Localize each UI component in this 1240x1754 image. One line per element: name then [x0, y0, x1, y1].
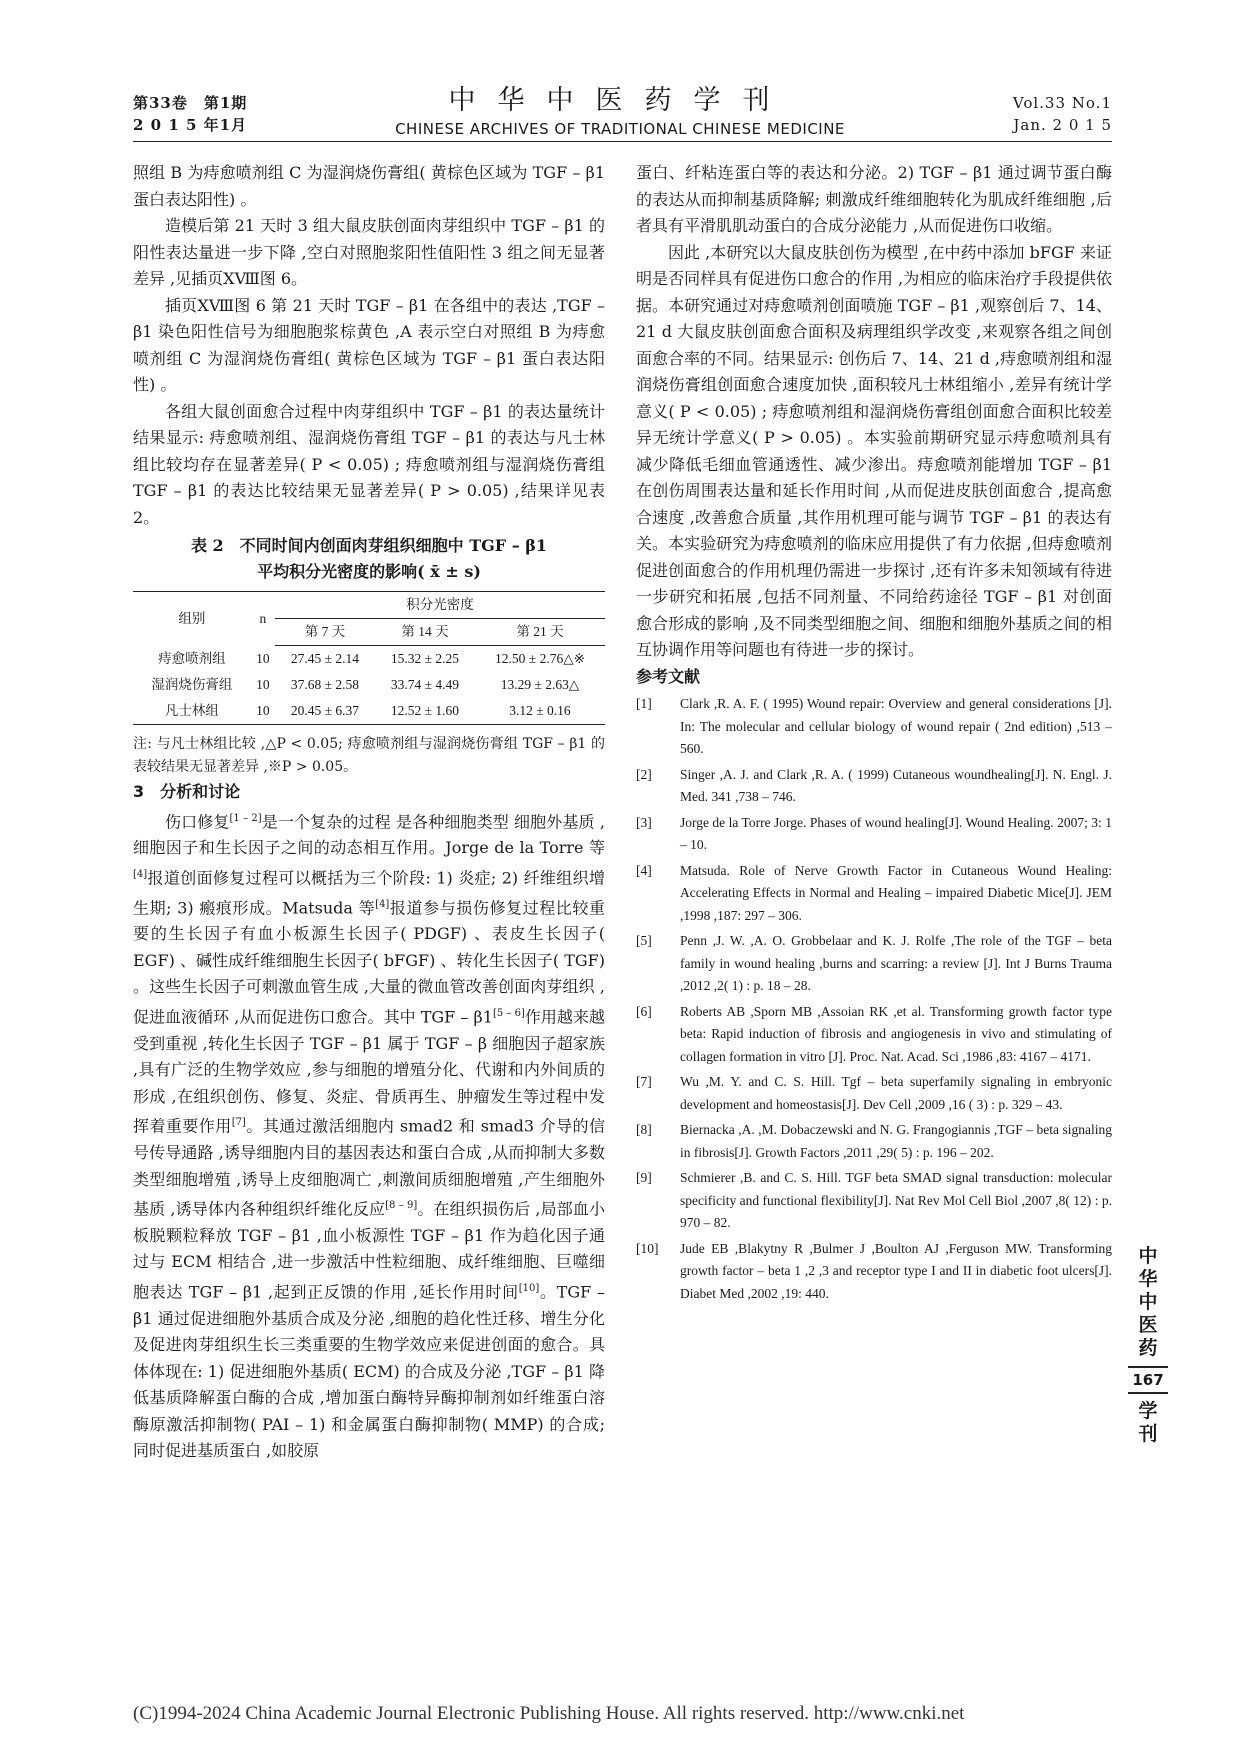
citation: [5 – 6] — [492, 1007, 525, 1019]
reference-item: [1] Clark ,R. A. F. ( 1995) Wound repair: Overview and general considerations [J]. In: The molecular and cellular biology of wound repair ( 2nd edition) ,513 – 560. — [636, 696, 1112, 756]
table-cell: 12.50 ± 2.76△※ — [495, 651, 585, 666]
paragraph: 各组大鼠创面愈合过程中肉芽组织中 TGF – β1 的表达量统计结果显示: 痔愈喷剂组、湿润烧伤膏组 TGF – β1 的表达与凡士林组比较均存在显著差异( P < 0.05) ; 痔愈喷剂组与湿润烧伤膏组 TGF – β1 的表达比较结果无显著差异( P > 0.05) ,结果详见表2。 — [133, 401, 605, 527]
table-cell: 凡士林组 — [133, 698, 251, 725]
reference-item: [5] Penn ,J. W. ,A. O. Grobbelaar and K. J. Rolfe ,The role of the TGF – beta family in wound healing ,burns and scarring: a review [J]. Int J Burns Trauma ,2012 ,2( 1) : p. 18 – 28. — [636, 933, 1112, 993]
paragraph: 蛋白、纤粘连蛋白等的表达和分泌。2) TGF – β1 通过调节蛋白酶的表达从而抑制基质降解; 刺激成纤维细胞转化为肌成纤维细胞 ,后者具有平滑肌肌动蛋白的合成分泌能力 ,从而促进伤口收缩。 — [636, 163, 1112, 235]
table-caption-line1: 表 2 不同时间内创面肉芽组织细胞中 TGF – β1 — [190, 536, 548, 555]
paragraph: 造模后第 21 天时 3 组大鼠皮肤创面肉芽组织中 TGF – β1 的阳性表达量进一步下降 ,空白对照胞浆阳性值阳性 3 组之间无显著差异 ,见插页XⅧ图 6。 — [133, 216, 605, 288]
header-volume-cn: 第33卷 第1期 — [133, 94, 248, 112]
side-tab-char: 学 — [1138, 1400, 1158, 1422]
header-volume-block — [133, 92, 247, 136]
header-date-cn: 2 0 1 5 年1月 — [133, 116, 248, 134]
table-cell: 27.45 ± 2.14 — [290, 651, 360, 666]
paragraph: 因此 ,本研究以大鼠皮肤创伤为模型 ,在中药中添加 bFGF 来证明是否同样具有促进伤口愈合的作用 ,为相应的临床治疗手段提供依据。本研究通过对痔愈喷剂创面喷施 TGF – β1 ,观察创后 7、14、21 d 大鼠皮肤创面愈合面积及病理组织学改变 ,来观察各组之间创面愈合率的不同。结果显示: 创伤后 7、14、21 d ,痔愈喷剂组和湿润烧伤膏组创面愈合速度加快 ,面积较凡士林组缩小 ,差异有统计学意义( P < 0.05) ; 痔愈喷剂组和湿润烧伤膏组创面愈合面积比较差异无统计学意义( P > 0.05) 。本实验前期研究显示痔愈喷剂具有减少降低毛细血管通透性、减少渗出。痔愈喷剂能增加 TGF – β1 在创伤周围表达量和延长作用时间 ,从而促进皮肤创面愈合 ,提高愈合速度 ,改善愈合质量 ,其作用机理可能与调节 TGF – β1 的表达有关。本实验研究为痔愈喷剂的临床应用提供了有力依据 ,但痔愈喷剂促进创面愈合的作用机理仍需进一步探讨 ,还有许多未知领域有待进一步研究和拓展 ,包括不同剂量、不同给药途径 TGF – β1 对创面愈合形成的影响 ,及不同类型细胞之间、细胞和细胞外基质之间的相互协调作用等问题也有待进一步的探讨。 — [636, 242, 1112, 659]
citation: [7] — [231, 1117, 246, 1129]
data-table — [133, 591, 605, 725]
citation: [4] — [375, 898, 390, 910]
table-row — [133, 646, 605, 673]
journal-title-block — [300, 84, 940, 140]
reference-item: [7] Wu ,M. Y. and C. S. Hill. Tgf – beta superfamily signaling in embryonic development and homeostasis[J]. Dev Cell ,2009 ,16 ( 3) : p. 329 – 43. — [636, 1074, 1112, 1112]
header-date-en: Jan. 2 0 1 5 — [1013, 116, 1112, 134]
table-cell: 10 — [256, 677, 270, 692]
paragraph-discussion: 伤口修复[1 – 2]是一个复杂的过程 是各种细胞类型 细胞外基质 ,细胞因子和生长因子之间的动态相互作用。Jorge de la Torre 等[4]报道创面修复过程可以概括为三个阶段: 1) 炎症; 2) 纤维组织增生期; 3) 瘢痕形成。Matsuda 等[4]报道参与损伤修复过程比较重要的生长因子有血小板源生长因子( PDGF) 、表皮生长因子( EGF) 、碱性成纤维细胞生长因子( bFGF) 、转化生长因子( TGF) 。这些生长因子可刺激血管生成 ,大量的微血管改善创面肉芽组织 ,促进血液循环 ,从而促进伤口愈合。其中 TGF – β1[5 – 6]作用越来越受到重视 ,转化生长因子 TGF – β1 属于 TGF – β 细胞因子超家族 ,具有广泛的生物学效应 ,参与细胞的增殖分化、代谢和内外间质的形成 ,在组织创伤、修复、炎症、骨质再生、肿瘤发生等过程中发挥着重要作用[7]。其通过激活细胞内 smad2 和 smad3 介导的信号传导通路 ,诱导细胞内目的基因表达和蛋白合成 ,从而抑制大多数类型细胞增殖 ,诱导上皮细胞凋亡 ,刺激间质细胞增殖 ,产生细胞外基质 ,诱导体内各种组织纤维化反应[8 – 9]。在组织损伤后 ,局部血小板脱颗粒释放 TGF – β1 ,血小板源性 TGF – β1 作为趋化因子通过与 ECM 相结合 ,进一步激活中性粒细胞、成纤维细胞、巨噬细胞表达 TGF – β1 ,起到正反馈的作用 ,延长作用时间[10]。TGF – β1 通过促进细胞外基质合成及分泌 ,细胞的趋化性迁移、增生分化及促进肉芽组织生长三类重要的生物学效应来促进创面的愈合。具体体现在: 1) 促进细胞外基质( ECM) 的合成及分泌 ,TGF – β1 降低基质降解蛋白酶的合成 ,增加蛋白酶特异酶抑制剂如纤维蛋白溶酶原激活抑制物( PAI – 1) 和金属蛋白酶抑制物( MMP) 的合成; 同时促进基质蛋白 ,如胶原 — [133, 811, 605, 1461]
side-journal-tab — [1124, 1245, 1172, 1446]
page-number: 167 — [1128, 1366, 1168, 1394]
citation: [8 – 9] — [385, 1200, 418, 1212]
side-tab-char: 医 — [1138, 1314, 1158, 1336]
reference-item: [8] Biernacka ,A. ,M. Dobaczewski and N. G. Frangogiannis ,TGF – beta signaling in fibrosis[J]. Growth Factors ,2011 ,29( 5) : p. 196 – 202. — [636, 1122, 1112, 1160]
citation: [10] — [518, 1282, 540, 1294]
reference-list — [636, 693, 1112, 1305]
copyright-footer: (C)1994-2024 China Academic Journal Electronic Publishing House. All rights reserved. http://www.cnki.net — [133, 1703, 965, 1724]
table-cell: 3.12 ± 0.16 — [475, 698, 605, 725]
table-cell: 10 — [251, 698, 275, 725]
table-cell: 20.45 ± 6.37 — [275, 698, 375, 725]
left-column — [133, 160, 605, 1465]
reference-item: [2] Singer ,A. J. and Clark ,R. A. ( 1999) Cutaneous woundhealing[J]. N. Engl. J. Med. 341 ,738 – 746. — [636, 766, 1112, 804]
journal-title-cn: 中华中医药学刊 — [448, 85, 792, 116]
table-cell: 痔愈喷剂组 — [158, 650, 226, 666]
reference-item: [9] Schmierer ,B. and C. S. Hill. TGF beta SMAD signal transduction: molecular specificity and functional flexibility[J]. Nat Rev Mol Cell Biol ,2007 ,8( 12) : p. 970 – 82. — [636, 1170, 1112, 1230]
reference-item: [10] Jude EB ,Blakytny R ,Bulmer J ,Boulton AJ ,Ferguson MW. Transforming growth factor – beta 1 ,2 ,3 and receptor type I and II in diabetic foot ulcers[J]. Diabet Med ,2002 ,19: 440. — [636, 1240, 1112, 1301]
header-volume-en-block — [1013, 92, 1112, 136]
side-tab-char: 中 — [1138, 1291, 1158, 1313]
table-header-day21: 第 21 天 — [475, 619, 605, 646]
side-tab-char: 中 — [1138, 1245, 1158, 1267]
table-cell: 15.32 ± 2.25 — [390, 651, 460, 666]
table-row — [133, 672, 605, 698]
table-cell: 13.29 ± 2.63△ — [500, 677, 580, 692]
table-header-optical-density: 积分光密度 — [275, 592, 605, 619]
table-header-day14: 第 14 天 — [375, 619, 475, 646]
header-rule — [133, 141, 1112, 142]
paragraph: 照组 B 为痔愈喷剂组 C 为湿润烧伤膏组( 黄棕色区域为 TGF – β1 蛋白表达阳性) 。 — [133, 163, 605, 209]
section-heading: 3 分析和讨论 — [133, 782, 241, 801]
paragraph: 插页XⅧ图 6 第 21 天时 TGF – β1 在各组中的表达 ,TGF – β1 染色阳性信号为细胞胞浆棕黄色 ,A 表示空白对照组 B 为痔愈喷剂组 C 为湿润烧伤膏组( 黄棕色区域为 TGF – β1 蛋白表达阳性) 。 — [133, 295, 605, 394]
header-volume-en: Vol.33 No.1 — [1012, 94, 1112, 112]
table-cell: 33.74 ± 4.49 — [390, 677, 460, 692]
reference-item: [3] Jorge de la Torre Jorge. Phases of wound healing[J]. Wound Healing. 2007; 3: 1 – 10. — [636, 814, 1112, 852]
reference-item: [4] Matsuda. Role of Nerve Growth Factor in Cutaneous Wound Healing: Accelerating Effects in Normal and Healing – impaired Diabetic Mice[J]. JEM ,1998 ,187: 297 – 306. — [636, 862, 1112, 923]
table-row — [133, 698, 605, 725]
citation: [1 – 2] — [229, 812, 262, 824]
right-column — [636, 160, 1112, 1305]
table-caption — [133, 533, 605, 585]
table-caption-line2: 平均积分光密度的影响( x̄ ± s) — [257, 562, 481, 581]
table-cell: 湿润烧伤膏组 — [151, 677, 233, 692]
table-cell: 12.52 ± 1.60 — [375, 698, 475, 725]
side-tab-char: 刊 — [1138, 1423, 1158, 1445]
table-cell: 10 — [256, 650, 270, 666]
side-tab-char: 药 — [1138, 1337, 1158, 1359]
table-note: 注: 与凡士林组比较 ,△P < 0.05; 痔愈喷剂组与湿润烧伤膏组 TGF – β1 的表较结果无显著差异 ,※P > 0.05。 — [133, 736, 605, 775]
references-heading: 参考文献 — [636, 666, 701, 686]
journal-title-en: CHINESE ARCHIVES OF TRADITIONAL CHINESE MEDICINE — [395, 120, 845, 138]
table-cell: 37.68 ± 2.58 — [290, 677, 360, 692]
table-header-day7: 第 7 天 — [275, 619, 375, 646]
side-tab-char: 华 — [1138, 1268, 1158, 1290]
table-header-n: n — [251, 592, 275, 646]
citation: [4] — [133, 868, 148, 880]
reference-item: [6] Roberts AB ,Sporn MB ,Assoian RK ,et al. Transforming growth factor type beta: Rapid induction of fibrosis and angiogenesis in vivo and stimulating of collagen formation in vitro [J]. Proc. Nat. Acad. Sci ,1986 ,83: 4167 – 4171. — [636, 1003, 1112, 1064]
table-header-group: 组别 — [133, 592, 251, 646]
